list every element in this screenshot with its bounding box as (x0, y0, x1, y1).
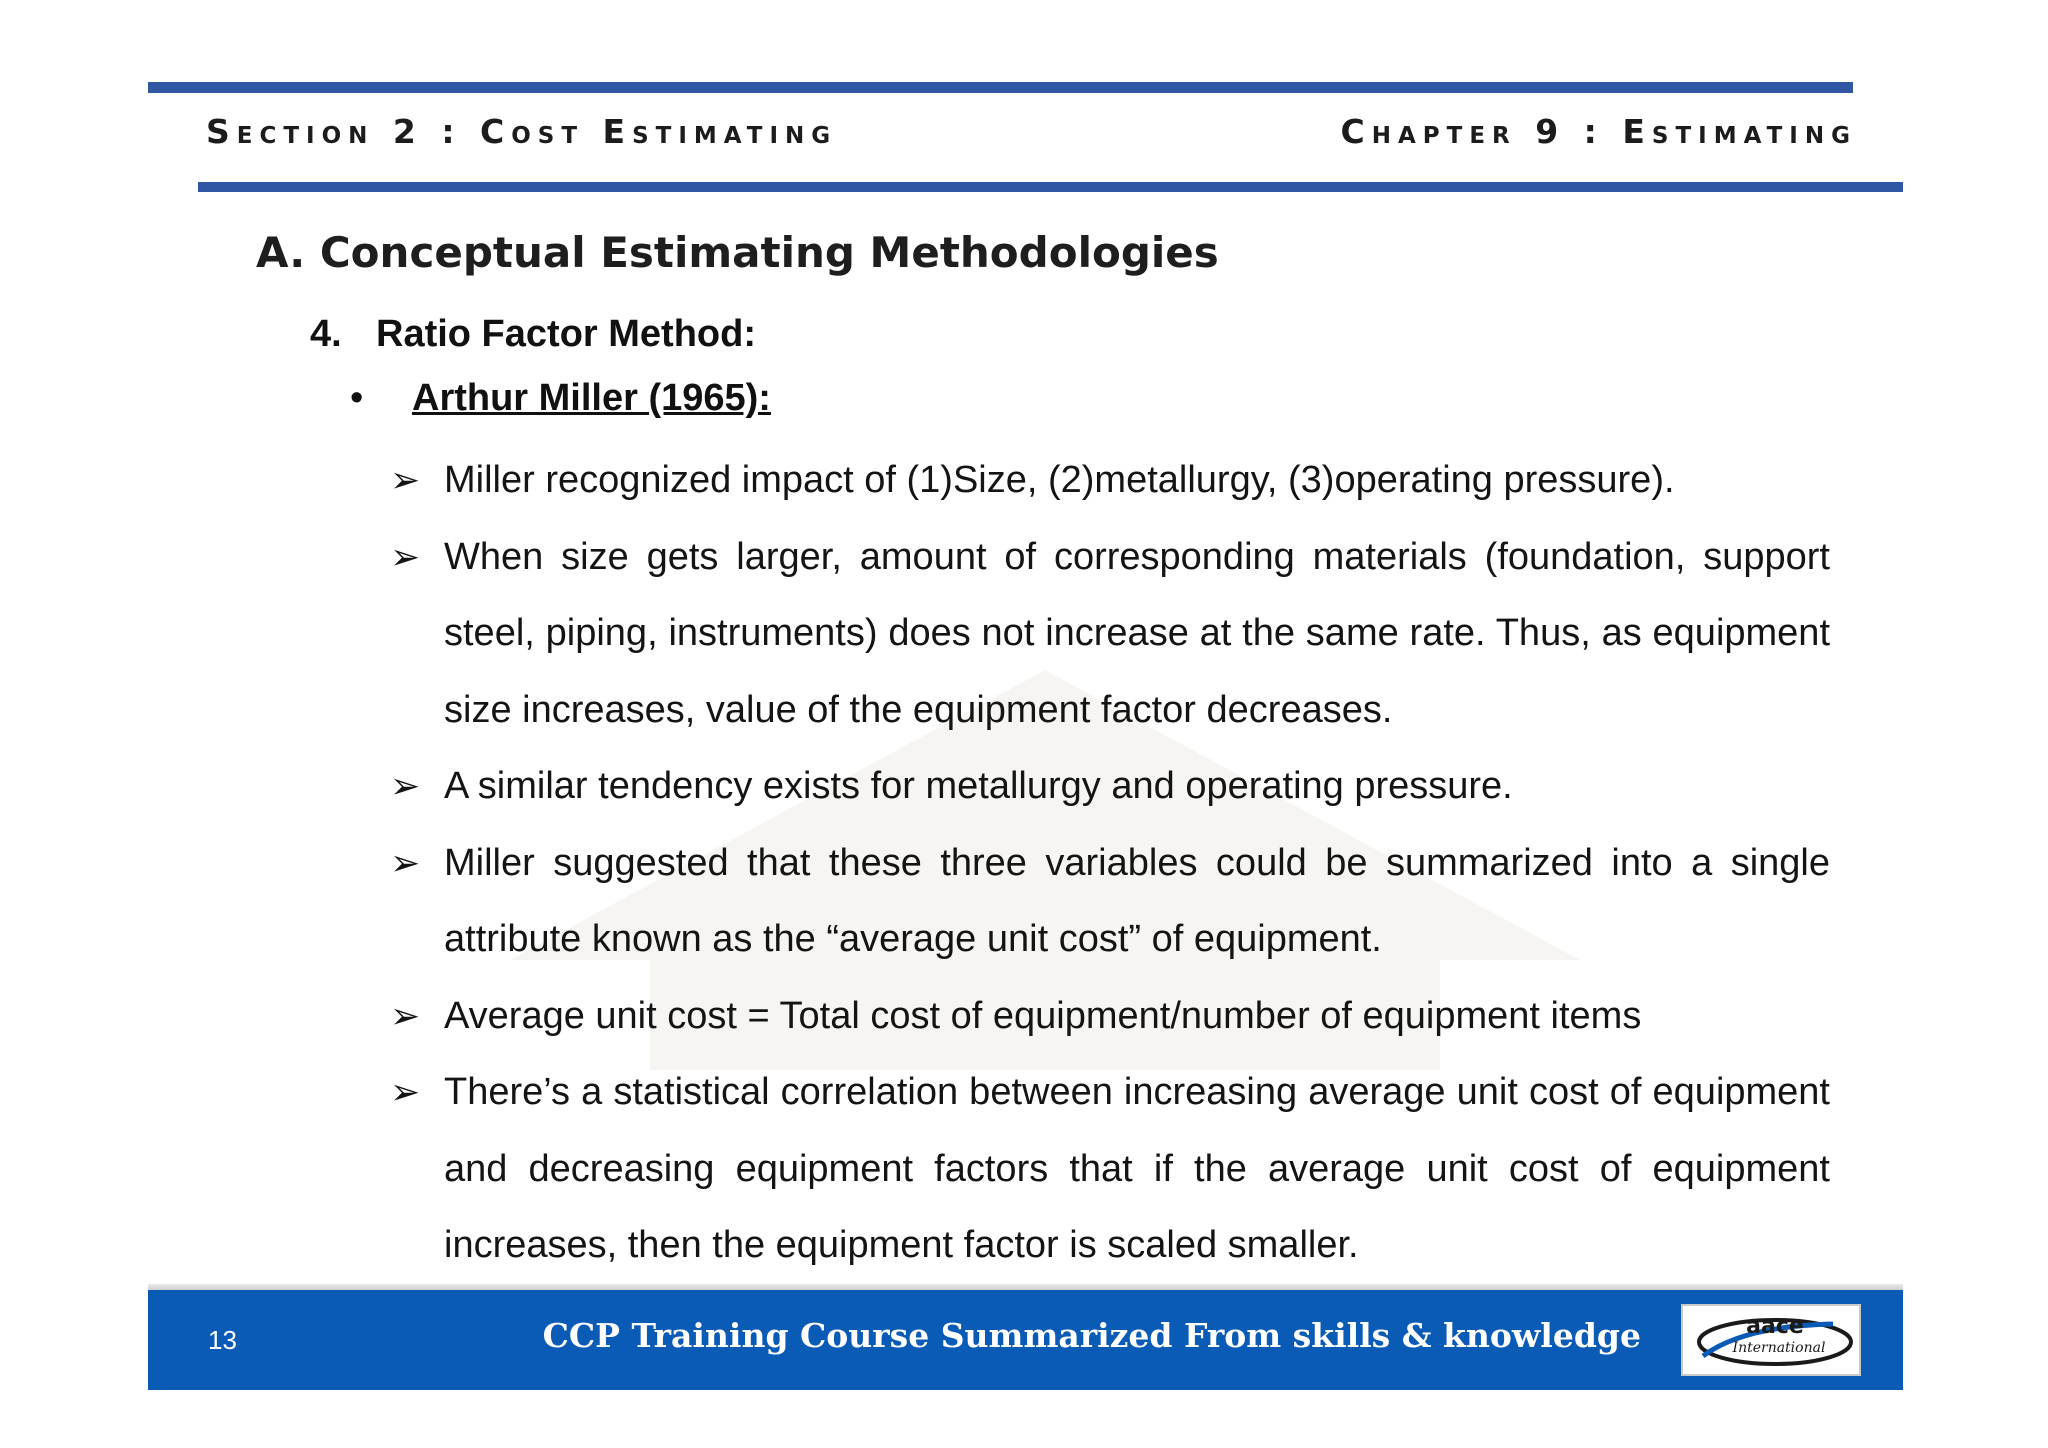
footer-title: CCP Training Course Summarized From skills & knowledge (542, 1316, 1641, 1355)
method-heading (310, 310, 756, 358)
arrow-bullet-icon: ➢ (390, 535, 421, 577)
arrow-bullet-icon: ➢ (390, 1071, 421, 1112)
list-item (390, 825, 1830, 978)
arrow-bullet-icon: ➢ (390, 765, 421, 806)
list-item (390, 519, 1830, 749)
arrow-bullet-icon: ➢ (390, 459, 421, 500)
list-item-text: Average unit cost = Total cost of equipment/number of equipment items (444, 994, 1642, 1037)
list-item-text: Miller suggested that these three variables could be summarized into a single attribute known as the “average unit cost” of equipment. (444, 841, 1830, 960)
author-heading (350, 374, 771, 422)
method-title: Ratio Factor Method: (376, 313, 756, 355)
header-top-rule (148, 82, 1853, 93)
header-bottom-rule (198, 182, 1903, 192)
list-item-text: There’s a statistical correlation between increasing average unit cost of equipment and decreasing equipment factors that if the average unit cost of equipment increases, then the equipment factor is scaled smaller. (444, 1071, 1830, 1266)
section-title: Section 2 : Cost Estimating (206, 112, 838, 151)
bullet-list (390, 442, 1830, 1284)
footer-shadow (148, 1284, 1903, 1290)
logo-subtext: International (1732, 1340, 1826, 1356)
method-number: 4. (310, 313, 342, 355)
list-item (390, 1054, 1830, 1284)
aace-logo (1681, 1304, 1861, 1376)
logo-text: aace (1746, 1314, 1804, 1339)
page-number: 13 (208, 1325, 237, 1355)
list-item-text: When size gets larger, amount of corresponding materials (foundation, support steel, piping, instruments) does not increase at the same rate. Thus, as equipment size increases, value of the equipment factor decreases. (444, 535, 1830, 731)
list-item-text: Miller recognized impact of (1)Size, (2)metallurgy, (3)operating pressure). (444, 459, 1675, 501)
bullet-icon: • (350, 377, 364, 419)
arrow-bullet-icon: ➢ (390, 994, 421, 1036)
list-item (390, 978, 1830, 1055)
list-item-text: A similar tendency exists for metallurgy and operating pressure. (444, 765, 1513, 807)
arrow-bullet-icon: ➢ (390, 841, 421, 883)
footer-bar (148, 1290, 1903, 1390)
author-title: Arthur Miller (1965): (412, 377, 771, 419)
chapter-title: Chapter 9 : Estimating (1340, 112, 1857, 151)
aace-logo-icon (1683, 1306, 1859, 1374)
section-heading: A. Conceptual Estimating Methodologies (256, 228, 1219, 277)
list-item (390, 442, 1830, 519)
list-item (390, 748, 1830, 825)
